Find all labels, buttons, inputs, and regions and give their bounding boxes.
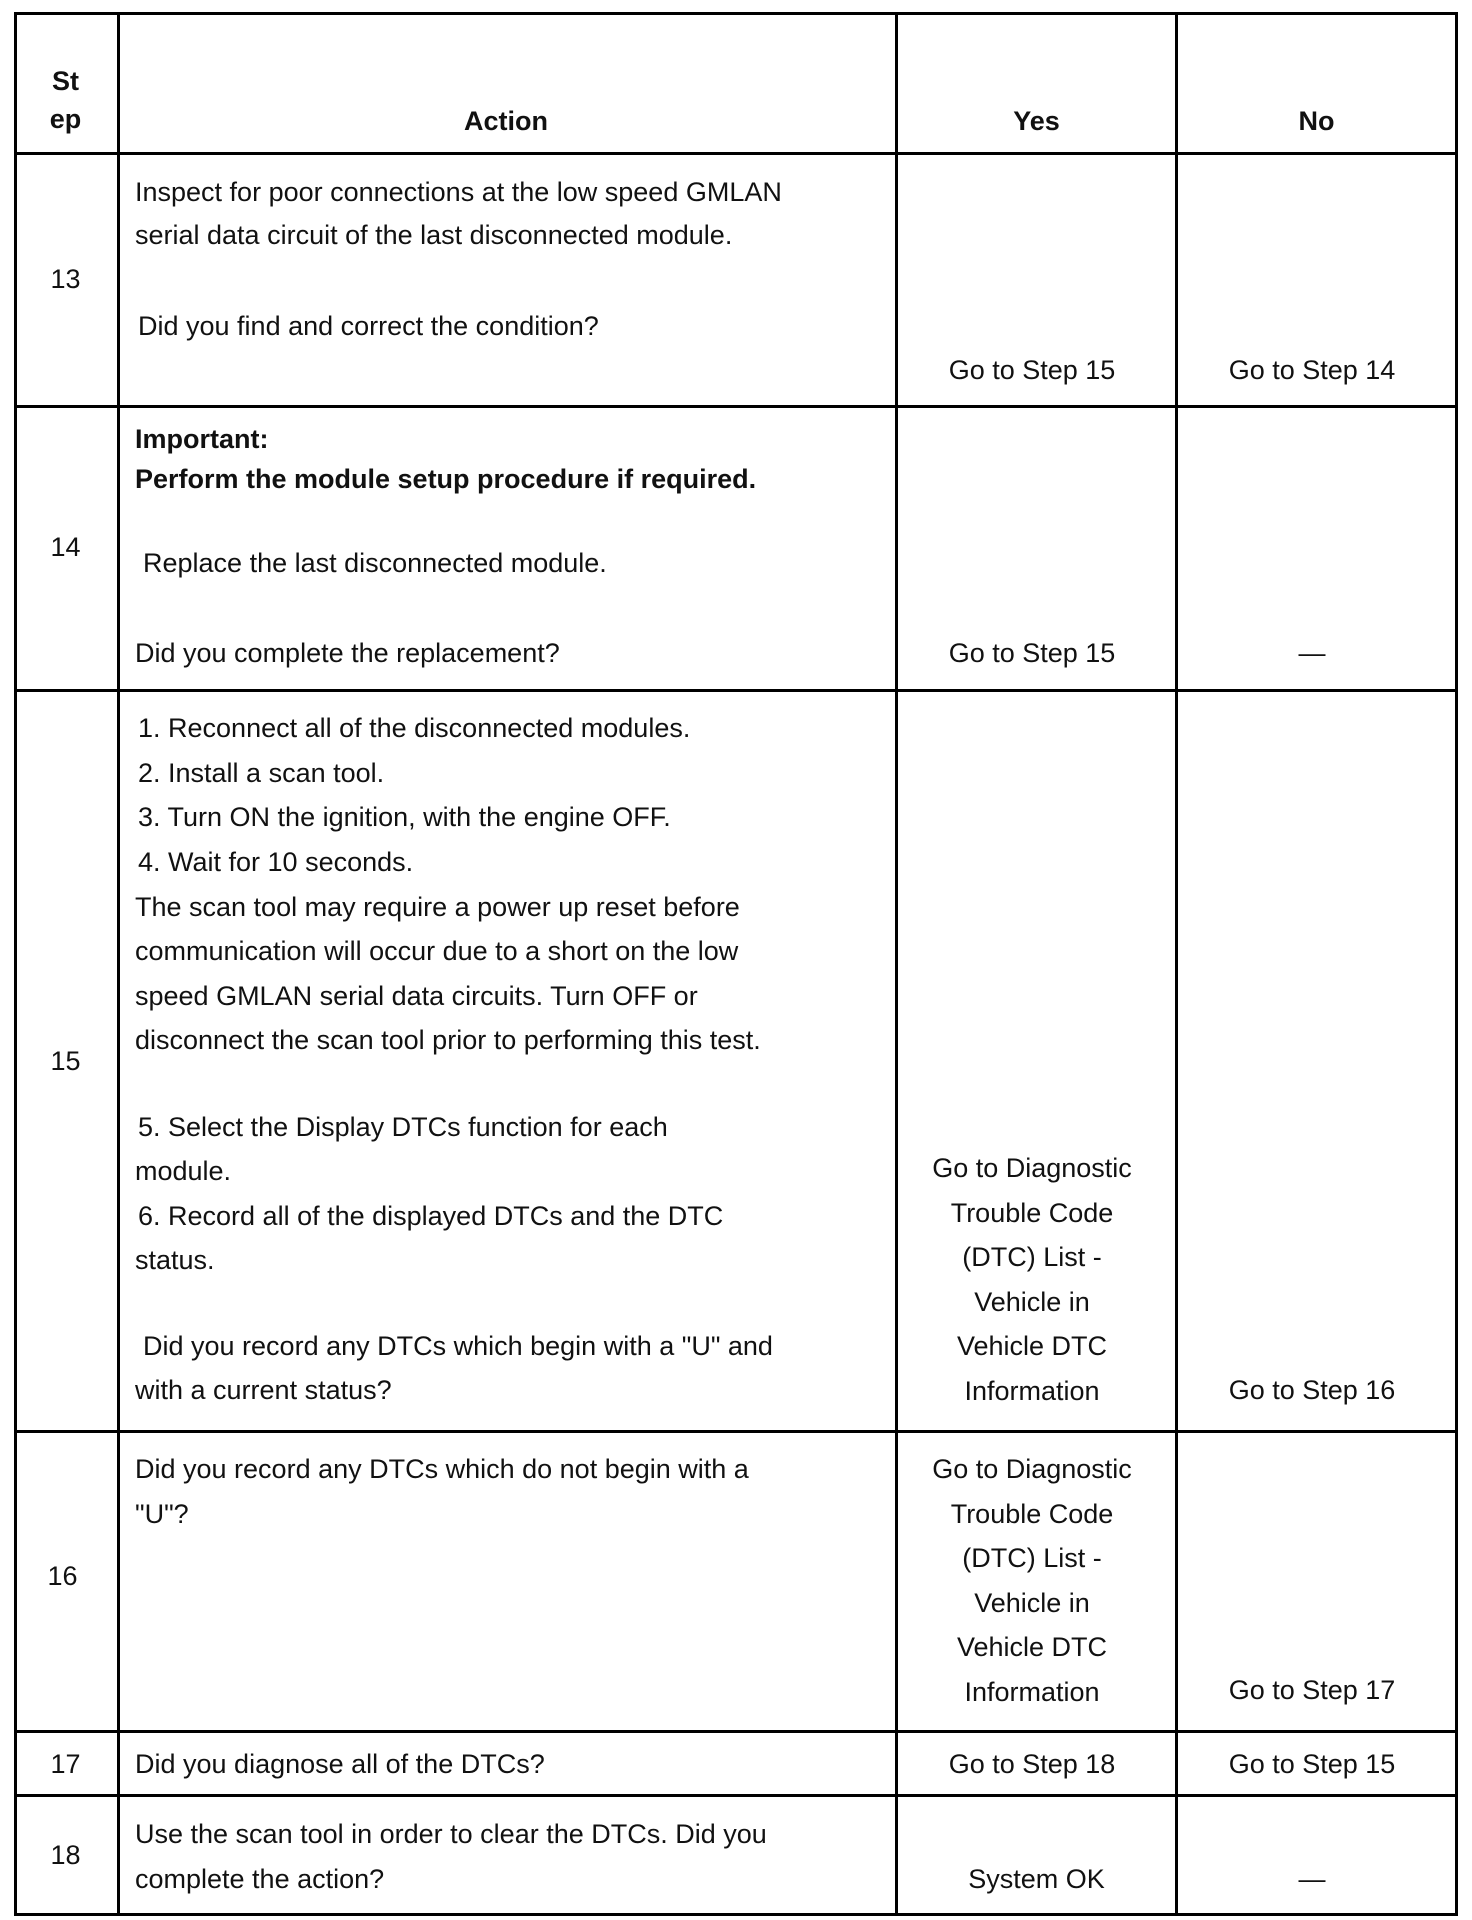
list-item: 5. Select the Display DTCs function for each <box>138 1112 668 1142</box>
list-item: 6. Record all of the displayed DTCs and the DTC <box>138 1201 724 1231</box>
table-border-right <box>1455 12 1458 1916</box>
action-text: Inspect for poor connections at the low speed GMLAN <box>135 177 782 207</box>
column-divider <box>1175 12 1178 1916</box>
header-action: Action <box>464 106 548 136</box>
header-yes: Yes <box>1013 106 1060 136</box>
action-text: serial data circuit of the last disconnected module. <box>135 220 733 250</box>
important-label: Important: <box>135 424 269 454</box>
yes-result-line: Information <box>964 1375 1100 1406</box>
column-divider <box>117 12 120 1916</box>
yes-result-line: (DTC) List - <box>962 1543 1102 1573</box>
note-text: disconnect the scan tool prior to performing this test. <box>135 1025 761 1055</box>
action-text: Replace the last disconnected module. <box>143 548 607 578</box>
action-question: complete the action? <box>135 1864 385 1894</box>
yes-result: Go to Step 15 <box>948 638 1116 668</box>
row-divider <box>14 152 1458 155</box>
yes-result-line: Vehicle in <box>974 1587 1090 1618</box>
list-item: status. <box>135 1245 215 1275</box>
no-result: Go to Step 14 <box>1228 355 1396 385</box>
no-result: Go to Step 16 <box>1228 1375 1396 1405</box>
table-border-bottom <box>14 1913 1458 1916</box>
action-question: Use the scan tool in order to clear the DTCs. Did you <box>135 1819 767 1849</box>
yes-result <box>898 1447 1166 1714</box>
step-number: 18 <box>50 1840 81 1870</box>
table-border-top <box>14 12 1458 15</box>
yes-result-line: Vehicle in <box>974 1286 1090 1317</box>
yes-result-line: (DTC) List - <box>962 1242 1102 1272</box>
yes-result: System OK <box>968 1864 1105 1894</box>
header-no: No <box>1298 106 1335 136</box>
header-step <box>14 62 117 138</box>
action-question: Did you find and correct the condition? <box>138 311 599 341</box>
yes-result-line: Vehicle DTC <box>956 1331 1108 1361</box>
yes-result: Go to Step 18 <box>948 1749 1116 1779</box>
no-result: Go to Step 15 <box>1228 1749 1396 1779</box>
action-question: Did you record any DTCs which do not begin with a <box>135 1454 749 1484</box>
yes-result-line: Trouble Code <box>950 1498 1114 1529</box>
row-divider <box>14 1430 1458 1433</box>
yes-result-line: Trouble Code <box>950 1197 1114 1228</box>
yes-result <box>898 1146 1166 1413</box>
step-number: 17 <box>50 1749 81 1779</box>
no-result: Go to Step 17 <box>1228 1675 1396 1705</box>
list-item: 2. Install a scan tool. <box>138 758 385 788</box>
note-text: communication will occur due to a short on the low <box>135 936 739 966</box>
action-question: Did you complete the replacement? <box>135 638 560 668</box>
header-step-line: St <box>52 66 79 96</box>
note-text: The scan tool may require a power up reset before <box>135 892 740 922</box>
row-divider <box>14 405 1458 408</box>
step-number: 14 <box>50 532 81 562</box>
yes-result-line: Go to Diagnostic <box>932 1153 1132 1183</box>
row-divider <box>14 1794 1458 1797</box>
action-question: Did you diagnose all of the DTCs? <box>135 1749 545 1779</box>
diagnostic-table <box>14 12 1458 1916</box>
header-step-line: ep <box>49 104 82 134</box>
row-divider <box>14 689 1458 692</box>
yes-result-line: Vehicle DTC <box>956 1632 1108 1662</box>
action-question: with a current status? <box>135 1375 392 1405</box>
no-result: — <box>1298 638 1326 668</box>
yes-result-line: Information <box>964 1676 1100 1707</box>
step-number: 13 <box>50 264 81 294</box>
step-number: 16 <box>47 1561 78 1591</box>
list-item: 3. Turn ON the ignition, with the engine OFF. <box>138 802 671 832</box>
yes-result-line: Go to Diagnostic <box>932 1454 1132 1484</box>
row-divider <box>14 1730 1458 1733</box>
important-text: Perform the module setup procedure if required. <box>135 464 757 494</box>
no-result: — <box>1298 1864 1326 1894</box>
action-question: Did you record any DTCs which begin with a "U" and <box>143 1331 773 1361</box>
list-item: module. <box>135 1156 232 1186</box>
note-text: speed GMLAN serial data circuits. Turn OFF or <box>135 981 698 1011</box>
list-item: 1. Reconnect all of the disconnected modules. <box>138 713 691 743</box>
list-item: 4. Wait for 10 seconds. <box>138 847 414 877</box>
step-number: 15 <box>50 1046 81 1076</box>
action-question: "U"? <box>135 1499 189 1529</box>
yes-result: Go to Step 15 <box>948 355 1116 385</box>
